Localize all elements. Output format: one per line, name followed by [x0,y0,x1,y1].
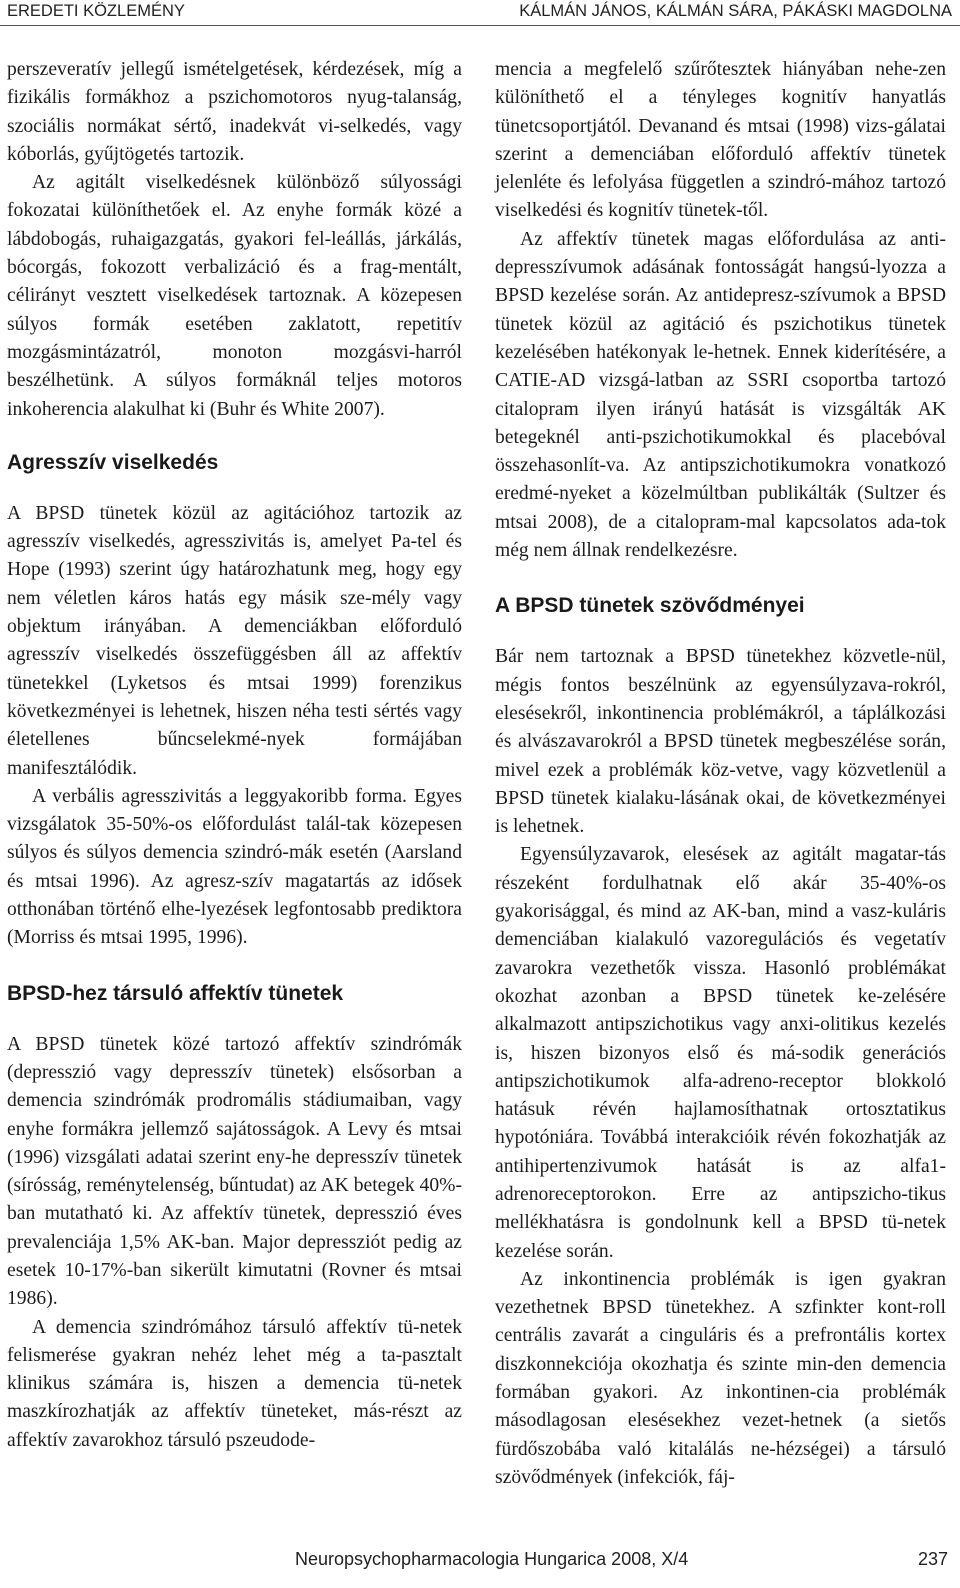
section-heading-affective-symptoms: BPSD-hez társuló affektív tünetek [7,981,344,1005]
paragraph: Egyensúlyzavarok, elesések az agitált magatar-tás részeként fordulhatnak elő akár 35-40%-os gyakorisággal, és mind az AK-ban, mind a vasz-kuláris demenciában kialakuló vazoregulációs és vegetatív zavarokra vezethetők vissza. Hasonló problémákat okozhat azonban a BPSD tünetek ke-zelésére alkalmazott antipszichotikus vagy anxi-olitikus kezelés is, hiszen bizonyos első és má-sodik generációs antipszichotikumok alfa-adreno-receptor blokkoló hatásuk révén hajlamosíthatnak ortosztatikus hypotóniára. Továbbá interakcióik révén fokozhatják az antihipertenzivumok hatását is az alfa1-adrenoreceptorokon. Erre az antipszicho-tikus mellékhatásra is gondolnunk kell a BPSD tü-netek kezelése során. [495,844,946,1262]
paragraph: A BPSD tünetek közül az agitációhoz tartozik az agresszív viselkedés, agresszivitás is, amelyet Pa-tel és Hope (1993) szerint úgy határozhatunk meg, hogy egy nem véletlen káros hatás egy másik sze-mély vagy objektum irányában. A demenciákban előforduló agresszív viselkedés összefüggésben áll az affektív tünetekkel (Lyketsos és mtsai 1999) forenzikus következményei is lehetnek, hiszen néha testi sértés vagy életellenes bűncselekmé-nyek formájában manifesztálódik. [7,502,462,779]
paragraph: A verbális agresszivitás a leggyakoribb forma. Egyes vizsgálatok 35-50%-os előfordulást talál-tak közepesen súlyos és súlyos demencia szindró-mák esetén (Aarsland és mtsai 1996). Az agresz-szív magatartás az idősek otthonában történő elhe-lyezések legfontosabb prediktora (Morriss és mtsai 1995, 1996). [7,785,462,949]
paragraph: Az inkontinencia problémák is igen gyakran vezethetnek BPSD tünetekhez. A szfinkter kont-roll centrális zavarát a cinguláris és a prefrontális kortex diszkonnekciója okozhatja és szinte min-den demencia formában gyakori. Az inkontinen-cia problémák másodlagosan elesésekhez vezet-hetnek (a sietős fürdőszobába való kitalálás ne-hézségei) a társuló szövődmények (infekciók, fáj- [495,1268,946,1488]
paragraph: perszeveratív jellegű ismételgetések, kérdezések, míg a fizikális formákhoz a pszichomotoros nyug-talanság, szociális normákat sértő, inadekvát vi-selkedés, vagy kóborlás, gyűjtögetés tartozik. [7,59,462,165]
page-number: 237 [917,1549,948,1569]
header-divider [0,25,960,26]
left-column [7,56,462,1455]
journal-citation: Neuropsychopharmacologia Hungarica 2008, X/4 [295,1549,689,1569]
paragraph: Az agitált viselkedésnek különböző súlyossági fokozatai különíthetőek el. Az enyhe formák közé a lábdobogás, ruhaigazgatás, gyakori fel-leállás, járkálás, bócorgás, fokozott verbalizáció és a frag-mentált, célirányt vesztett viselkedések tartoznak. A közepesen súlyos formák esetében zaklatott, repetitív mozgásmintázatról, monoton mozgásvi-harról beszélhetünk. A súlyos formáknál teljes motoros inkoherencia alakulhat ki (Buhr és White 2007). [7,172,462,420]
section-heading-complications: A BPSD tünetek szövődményei [495,594,805,618]
author-line: KÁLMÁN JÁNOS, KÁLMÁN SÁRA, PÁKÁSKI MAGDOLNA [519,2,952,20]
paragraph: mencia a megfelelő szűrőtesztek hiányában nehe-zen különíthető el a tényleges kognitív hanyatlás tünetcsoportjától. Devanand és mtsai (1998) vizs-gálatai szerint a demenciában előforduló affektív tünetek jelenléte és lefolyása független a szindró-mához tartozó viselkedési és kognitív tünetek-től. [495,59,946,222]
paragraph: A demencia szindrómához társuló affektív tü-netek felismerése gyakran nehéz lehet még a ta-pasztalt klinikus számára is, hiszen a demencia tü-netek maszkírozhatják az affektív tüneteket, más-részt az affektív zavarokhoz társuló pszeudode- [7,1316,462,1451]
paragraph: Az affektív tünetek magas előfordulása az anti-depresszívumok adásának fontosságát hangsú-lyozza a BPSD kezelése során. Az antidepresz-szívumok a BPSD tünetek közül az agitáció és pszichotikus tünetek kezelésében hatékonyak le-hetnek. Ennek kiderítésére, a CATIE-AD vizsgá-latban az SSRI csoportba tartozó citalopram ilyen irányú hatását is vizsgálták AK betegeknél anti-pszichotikumokkal és placebóval összehasonlít-va. Az antipszichotikumokra vonatkozó eredmé-nyeket a közelmúltban publikálták (Sultzer és mtsai 2008), de a citalopram-mal kapcsolatos ada-tok még nem állnak rendelkezésre. [495,228,946,562]
section-label: EREDETI KÖZLEMÉNY [7,2,185,20]
right-column [495,56,946,1492]
section-heading-aggressive-behavior: Agresszív viselkedés [7,450,219,474]
paragraph: A BPSD tünetek közé tartozó affektív szindrómák (depresszió vagy depresszív tünetek) elsősorban a demencia szindrómák prodromális stádiumaiban, vagy enyhe formákra jellemző sajátosságok. A Levy és mtsai (1996) vizsgálati adatai szerint eny-he depresszív tünetek (sírósság, reménytelenség, bűntudat) az AK betegek 40%-ban mutatható ki. Az affektív tünetek, depresszió éves prevalenciája 1,5% AK-ban. Major depressziót pedig az esetek 10-17%-ban sikerült kimutatni (Rovner és mtsai 1986). [7,1033,462,1310]
paragraph: Bár nem tartoznak a BPSD tünetekhez közvetle-nül, mégis fontos beszélnünk az egyensúlyzava-rokról, elesésekről, inkontinencia problémákról, a táplálkozási és alvászavarokról a BPSD tünetek megbeszélése során, mivel ezek a problémák köz-vetve, vagy közvetlenül a BPSD tünetek kialaku-lásának okai, de következményei is lehetnek. [495,646,946,838]
